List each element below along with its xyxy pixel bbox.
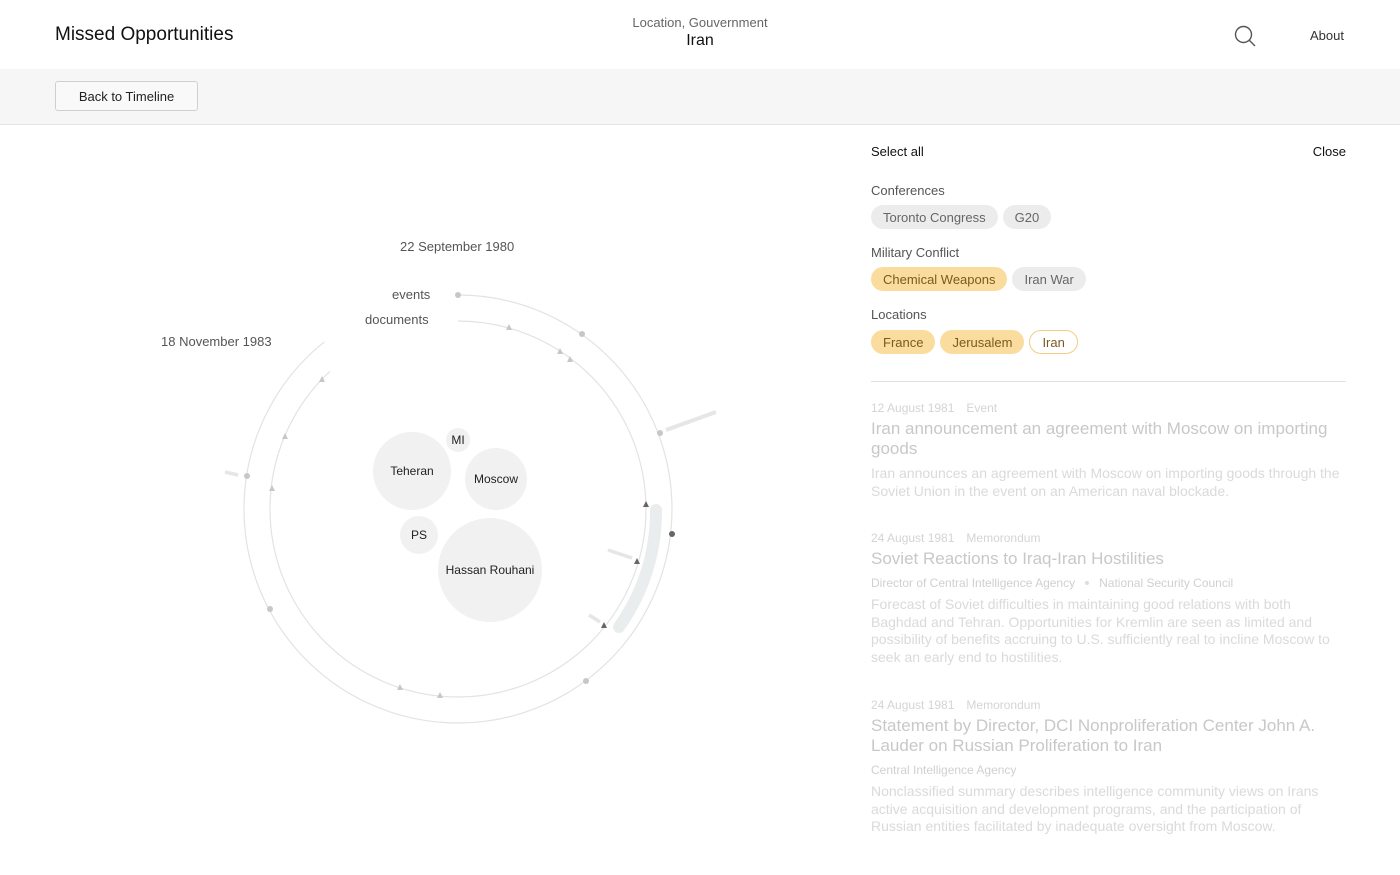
document-marker[interactable] (557, 348, 563, 354)
result-date: 24 August 1981 (871, 698, 955, 712)
context-label: Location, Gouvernment (632, 15, 768, 30)
back-to-timeline-button[interactable]: Back to Timeline (55, 81, 198, 111)
document-marker[interactable] (643, 501, 649, 507)
radial-timeline (0, 125, 840, 875)
entity-bubble-hassan-rouhani[interactable]: Hassan Rouhani (438, 518, 542, 622)
agency-tag: National Security Council (1099, 576, 1234, 590)
event-dot[interactable] (267, 606, 273, 612)
event-dot[interactable] (244, 473, 250, 479)
event-dot[interactable] (579, 331, 585, 337)
filter-chip-group (871, 267, 1086, 291)
result-date: 12 August 1981 (871, 401, 955, 415)
filter-panel (871, 125, 1346, 875)
document-marker[interactable] (282, 433, 288, 439)
event-dot[interactable] (657, 430, 663, 436)
select-all-button[interactable]: Select all (871, 144, 924, 159)
filter-chip-group (871, 330, 1078, 354)
result-title[interactable]: Soviet Reactions to Iraq-Iran Hostilities (871, 549, 1164, 568)
result-title[interactable]: Statement by Director, DCI Nonproliferation Center John A. Lauder on Russian Proliferation to Iran (871, 716, 1316, 755)
document-markers (269, 324, 649, 698)
date-label-top: 22 September 1980 (400, 239, 515, 254)
result-meta (871, 698, 1341, 712)
filter-group-label: Conferences (871, 183, 945, 198)
date-label-left: 18 November 1983 (161, 334, 272, 349)
about-link[interactable]: About (1310, 28, 1344, 43)
filter-chip-france[interactable]: France (871, 330, 935, 354)
result-item[interactable] (871, 698, 1341, 836)
result-item[interactable] (871, 401, 1341, 500)
result-agencies (871, 763, 1341, 777)
result-item[interactable] (871, 531, 1341, 666)
result-type: Event (966, 401, 998, 415)
documents-ring-label: documents (365, 312, 429, 327)
events-ring-label: events (392, 287, 431, 302)
entity-bubble-mi[interactable]: MI (446, 428, 470, 452)
documents-ring (270, 321, 646, 697)
tick (225, 472, 238, 475)
filter-chip-chemical-weapons[interactable]: Chemical Weapons (871, 267, 1007, 291)
entity-bubble-moscow[interactable]: Moscow (465, 448, 527, 510)
context-title (0, 15, 1400, 50)
result-title[interactable]: Iran announcement an agreement with Moscow on importing goods (871, 419, 1328, 458)
tick (608, 550, 632, 558)
entity-bubble-teheran[interactable]: Teheran (373, 432, 451, 510)
tick (666, 412, 716, 430)
filter-chip-toronto-congress[interactable]: Toronto Congress (871, 205, 998, 229)
divider (871, 381, 1346, 382)
close-button[interactable]: Close (1312, 144, 1346, 159)
result-description: Iran announces an agreement with Moscow on importing goods through the Soviet Union in the event on an American naval blockade. (871, 465, 1340, 499)
event-dot[interactable] (583, 678, 589, 684)
filter-chip-iran-war[interactable]: Iran War (1012, 267, 1085, 291)
entity-bubble-ps[interactable]: PS (400, 516, 438, 554)
document-marker[interactable] (269, 485, 275, 491)
document-marker[interactable] (437, 692, 443, 698)
agency-tag: Central Intelligence Agency (871, 763, 1017, 777)
events-ring (244, 295, 672, 723)
search-icon[interactable] (1233, 24, 1257, 48)
highlight-arc (619, 510, 656, 627)
filter-chip-jerusalem[interactable]: Jerusalem (940, 330, 1024, 354)
filter-chip-g20[interactable]: G20 (1003, 205, 1052, 229)
app-title[interactable]: Missed Opportunities (55, 24, 234, 45)
event-dot[interactable] (455, 292, 461, 298)
result-description: Forecast of Soviet difficulties in maintaining good relations with both Baghdad and Tehran. Opportunities for Kremlin are seen as limited and possibility of benefits accruing to U.S. sufficiently real to incline Moscow to seek an early end to hostilities. (871, 596, 1330, 665)
context-value: Iran (686, 32, 714, 49)
result-description: Nonclassified summary describes intelligence community views on Irans active acquisition and development programs, and the participation of Russian entities facilitated by inadequate oversight from Moscow. (871, 783, 1319, 834)
filter-chip-iran[interactable]: Iran (1029, 330, 1077, 354)
filter-group-label: Military Conflict (871, 245, 960, 260)
top-header (0, 0, 1400, 69)
result-meta (871, 401, 1341, 415)
result-agencies (871, 576, 1341, 590)
result-type: Memorondum (966, 698, 1041, 712)
event-dot[interactable] (669, 531, 675, 537)
agency-tag: Director of Central Intelligence Agency (871, 576, 1076, 590)
tick (589, 615, 600, 622)
filter-chip-group (871, 205, 1051, 229)
separator-dot (1085, 581, 1089, 585)
result-date: 24 August 1981 (871, 531, 955, 545)
filter-group-label: Locations (871, 307, 927, 322)
result-meta (871, 531, 1341, 545)
toolbar (0, 69, 1400, 125)
result-type: Memorondum (966, 531, 1041, 545)
